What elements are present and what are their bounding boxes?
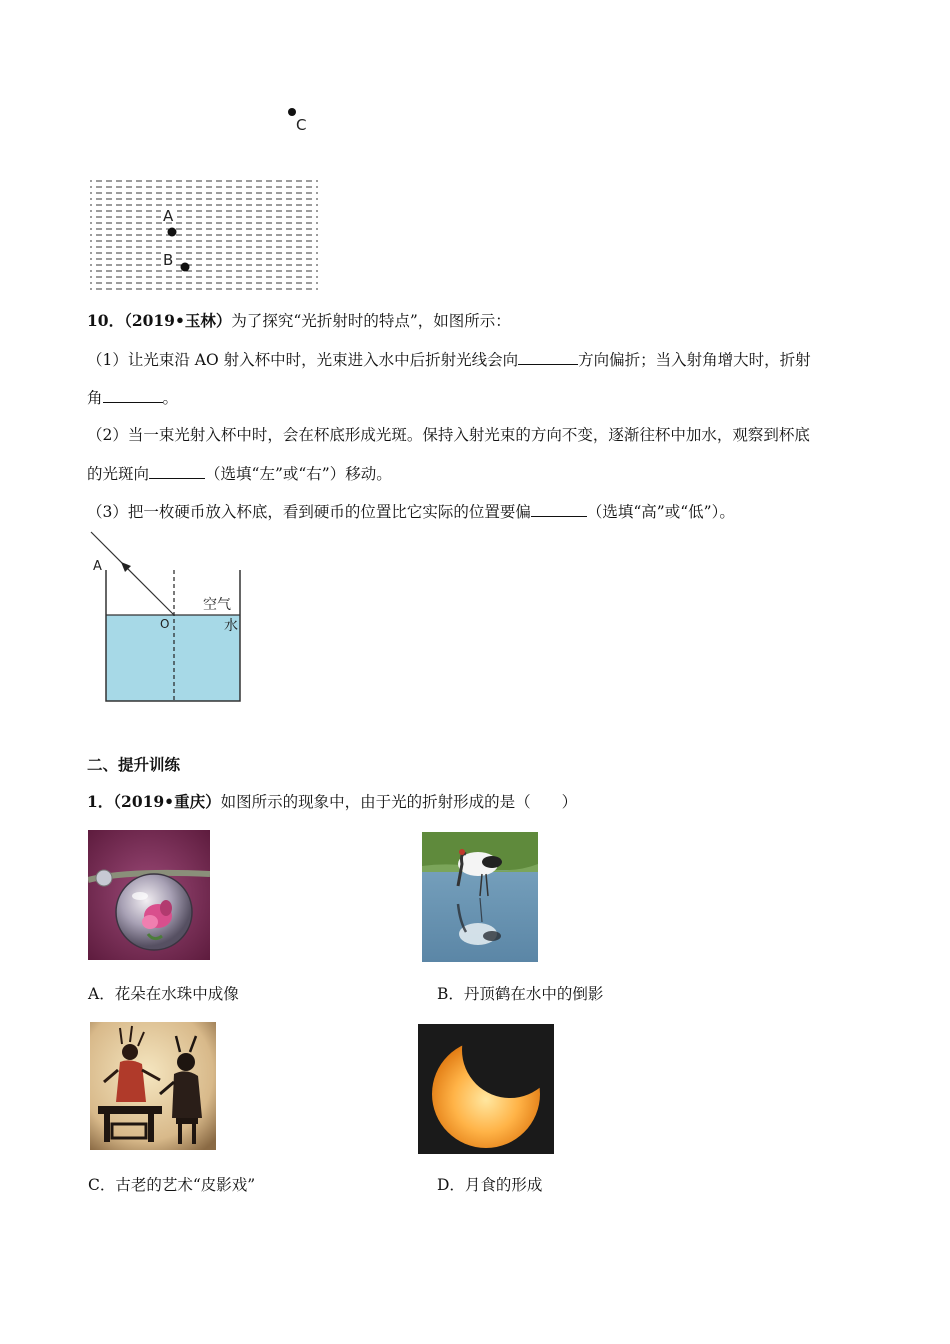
ray-a-label: A (93, 559, 102, 574)
point-a-dot (168, 228, 177, 237)
section-title: 二、提升训练 (87, 755, 181, 774)
q10-p3-text-b: （选填“高”或“低”）。 (586, 503, 735, 521)
q10-stem (87, 311, 511, 331)
option-b-label[interactable]: B．丹顶鹤在水中的倒影 (437, 985, 604, 1003)
option-d-label[interactable]: D．月食的形成 (437, 1176, 543, 1194)
option-a-image[interactable] (88, 830, 210, 960)
point-c-dot (288, 108, 296, 116)
q1-stem (87, 792, 577, 812)
q10-p2-text-b: 的光斑向 (87, 465, 150, 483)
water-label: 水 (224, 618, 238, 634)
q10-p1-text-a: （1）让光束沿 AO 射入杯中时，光束进入水中后折射光线会向 (87, 351, 519, 369)
point-c-label: C (296, 116, 307, 134)
q10-part1-line2 (87, 387, 178, 408)
q10-part3 (87, 501, 735, 522)
q10-p2-text-a: （2）当一束光射入杯中时，会在杯底形成光斑。保持入射光束的方向不变，逐渐往杯中加水，观察到杯底 (87, 426, 810, 444)
point-b-dot (181, 263, 190, 272)
option-d-image[interactable] (418, 1024, 554, 1154)
q10-p1-text-b: 方向偏折；当入射角增大时，折射 (578, 351, 811, 369)
water-points-figure (85, 100, 335, 300)
q10-p3-text-a: （3）把一枚硬币放入杯底，看到硬币的位置比它实际的位置要偏 (87, 503, 531, 521)
refraction-cup-figure (85, 530, 255, 710)
q10-blank-4[interactable] (531, 501, 587, 517)
point-b-label: B (163, 251, 174, 269)
q1-number: 1． (87, 792, 114, 811)
option-a-label[interactable]: A．花朵在水珠中成像 (88, 985, 239, 1003)
water-hatch-area (90, 178, 318, 290)
q10-blank-1[interactable] (518, 349, 578, 365)
q10-source: （2019•玉林） (124, 311, 232, 330)
option-c-label[interactable]: C．古老的艺术“皮影戏” (88, 1176, 256, 1194)
q10-p1-text-d: 。 (162, 389, 179, 407)
air-label: 空气 (203, 597, 231, 613)
option-c-image[interactable] (90, 1022, 216, 1150)
q10-stem-text: 为了探究“光折射时的特点”，如图所示： (231, 312, 511, 330)
incident-ray (91, 532, 174, 615)
q10-p2-text-c: （选填“左”或“右”）移动。 (205, 465, 392, 483)
point-a-label: A (163, 207, 174, 225)
q10-p1-text-c: 角 (87, 389, 103, 407)
option-b-image[interactable] (422, 832, 538, 962)
q10-blank-2[interactable] (103, 387, 163, 403)
q10-part2-line2 (87, 463, 392, 484)
point-o-label: O (160, 617, 170, 631)
cup-water (106, 615, 240, 701)
q1-stem-text: 如图所示的现象中，由于光的折射形成的是（ ） (220, 793, 578, 811)
q10-number: 10． (87, 311, 125, 330)
q10-blank-3[interactable] (149, 463, 205, 479)
q10-part2-line1 (87, 425, 810, 445)
q1-source: （2019•重庆） (113, 792, 221, 811)
q10-part1-line1 (87, 349, 811, 370)
